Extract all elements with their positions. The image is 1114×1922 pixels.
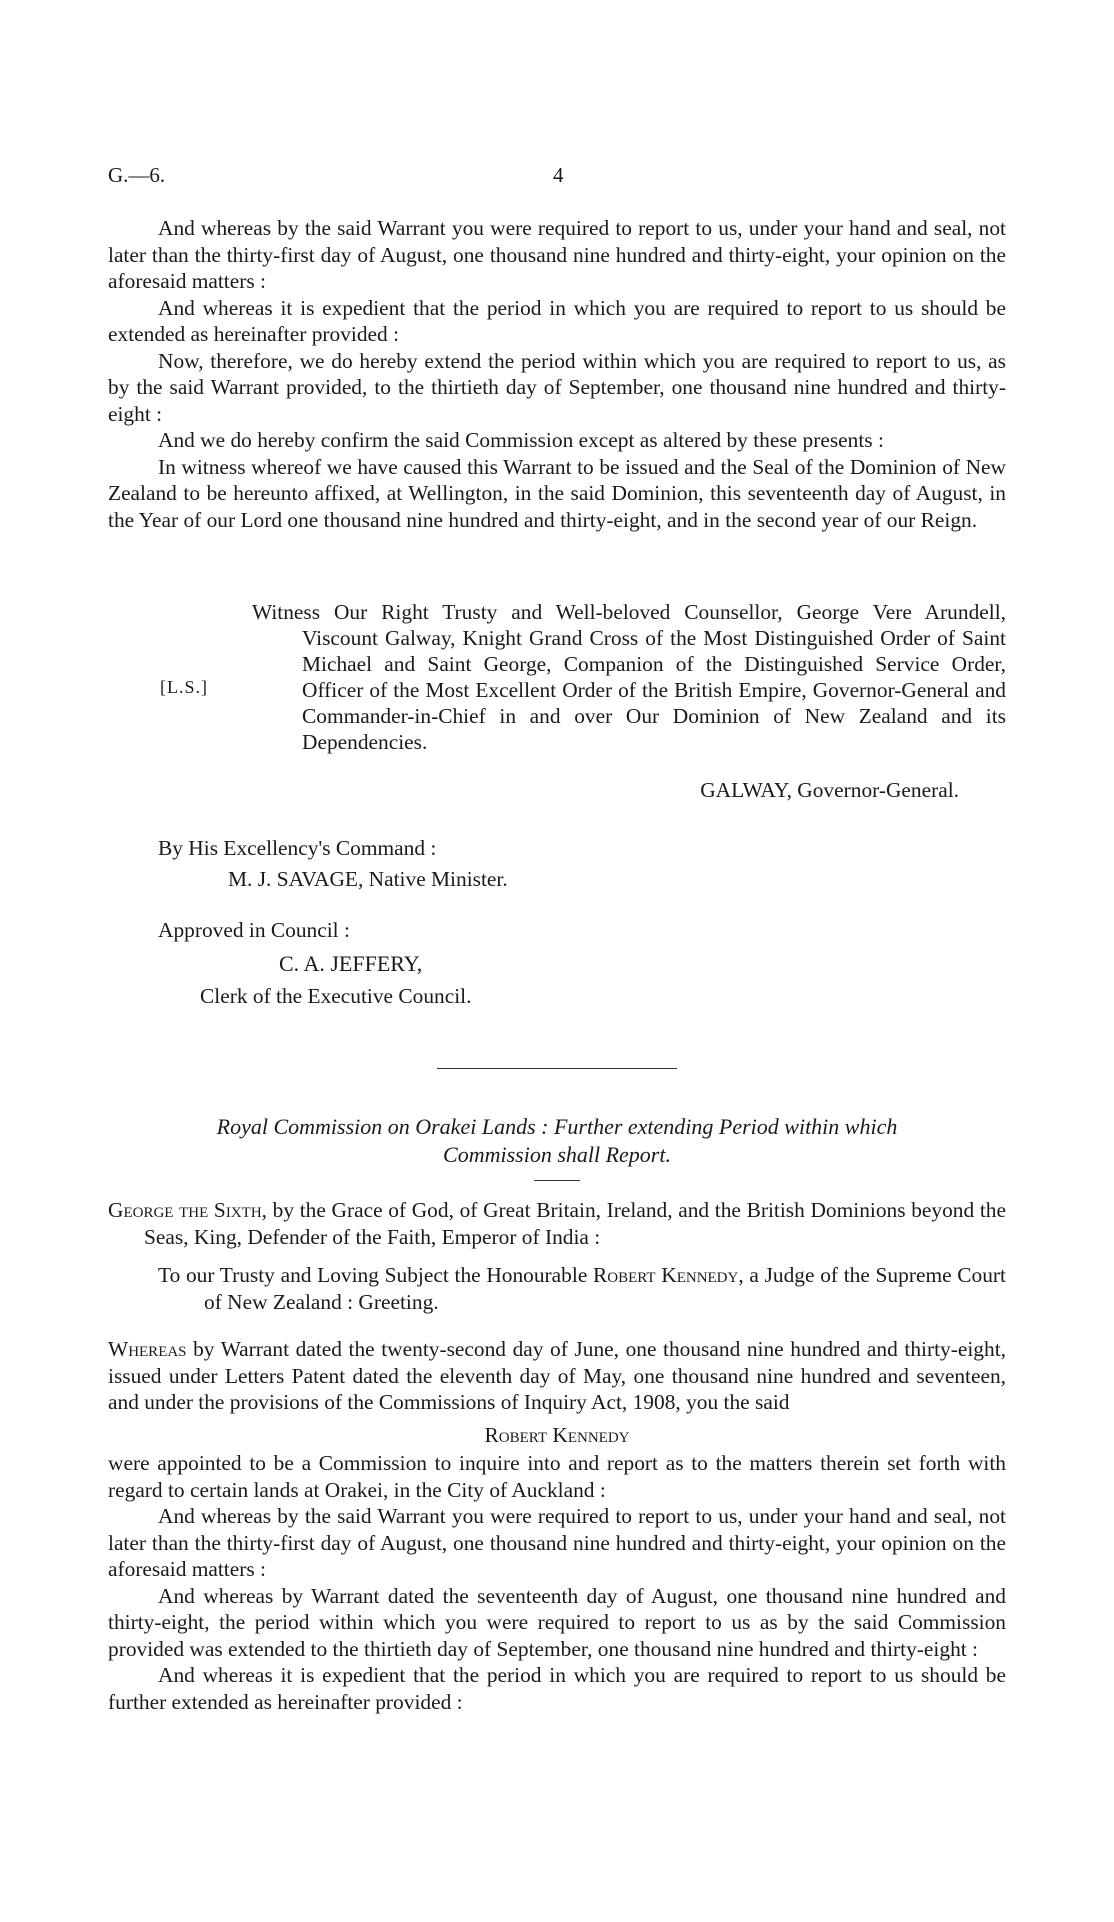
paragraph: And whereas by the said Warrant you were required to report to us, under your hand and seal, not later than the thirty-first day of August, one thousand nine hundred and thirty-eight, your opinion on the aforesaid matters : <box>108 1504 1006 1581</box>
commission-body <box>108 1336 1006 1715</box>
clerk-title: Clerk of the Executive Council. <box>200 984 472 1008</box>
paragraph: And we do hereby confirm the said Commission except as altered by these presents : <box>158 428 884 452</box>
sovereign-style <box>108 1197 1006 1250</box>
address-text: , a Judge of the Supreme Court of New Zealand : Greeting. <box>204 1263 1006 1314</box>
page-number: 4 <box>553 163 564 187</box>
paragraph: were appointed to be a Commission to inquire into and report as to the matters therein set forth with regard to certain lands at Orakei, in the City of Auckland : <box>108 1451 1006 1502</box>
title-divider <box>534 1180 580 1181</box>
sovereign-paragraph <box>108 1197 1006 1250</box>
witness-text: Witness Our Right Trusty and Well-beloved Counsellor, George Vere Arundell, Viscount Galway, Knight Grand Cross of the Most Distinguished Order of Saint Michael and Saint George, Companion of the Distinguished Service Order, Officer of the Most Excellent Order of the British Empire, Governor-General and Commander-in-Chief in and over Our Dominion of New Zealand and its Dependencies. <box>252 600 1006 754</box>
minister-signature: M. J. SAVAGE, Native Minister. <box>228 867 508 891</box>
title-line: Royal Commission on Orakei Lands : Further extending Period within which <box>216 1114 898 1139</box>
paragraph: In witness whereof we have caused this Warrant to be issued and the Seal of the Dominion of New Zealand to be hereunto affixed, at Wellington, in the said Dominion, this seventeenth day of August, in the Year of our Lord one thousand nine hundred and thirty-eight, and in the second year of our Reign. <box>108 454 1006 532</box>
whereas-text: by Warrant dated the twenty-second day of June, one thousand nine hundred and thirty-eight, issued under Letters Patent dated the eleventh day of May, one thousand nine hundred and seventeen, and under the provisions of the Commissions of Inquiry Act, 1908, you the said <box>108 1337 1006 1414</box>
section-divider <box>437 1068 677 1069</box>
sovereign-text: , by the Grace of God, of Great Britain, Ireland, and the British Dominions beyond the Seas, King, Defender of the Faith, Emperor of India : <box>144 1198 1007 1249</box>
paragraph: Now, therefore, we do hereby extend the period within which you are required to report to us, as by the said Warrant provided, to the thirtieth day of September, one thousand nine hundred and thirty-eight : <box>108 348 1006 426</box>
whereas-paragraph <box>108 1336 1006 1416</box>
paragraph: And whereas it is expedient that the period in which you are required to report to us should be further extended as hereinafter provided : <box>108 1663 1006 1714</box>
paragraph: And whereas by Warrant dated the seventeenth day of August, one thousand nine hundred and thirty-eight, the period within which you were required to report to us as by the said Commission provided was extended to the thirtieth day of September, one thousand nine hundred and thirty-eight : <box>108 1583 1006 1661</box>
address-clause <box>158 1262 1006 1315</box>
document-reference: G.—6. <box>108 163 166 187</box>
address-text: To our Trusty and Loving Subject the Honourable <box>158 1263 594 1287</box>
approved-label: Approved in Council : <box>158 918 350 942</box>
commission-title <box>108 1113 1006 1169</box>
witness-clause <box>252 599 1006 755</box>
sovereign-name: George the Sixth <box>108 1198 262 1222</box>
whereas-word: Whereas <box>108 1337 187 1361</box>
appointee-name: Robert Kennedy <box>484 1422 630 1447</box>
clerk-name: C. A. JEFFERY, <box>279 951 423 976</box>
paragraph: And whereas by the said Warrant you were required to report to us, under your hand and seal, not later than the thirty-first day of August, one thousand nine hundred and thirty-eight, your opinion on the aforesaid matters : <box>108 216 1006 293</box>
commissioner-name: Robert Kennedy <box>593 1263 739 1287</box>
seal-mark: [L.S.] <box>160 677 208 697</box>
address-paragraph <box>158 1262 1006 1315</box>
title-line: Commission shall Report. <box>443 1142 671 1167</box>
warrant-body <box>108 215 1006 533</box>
governor-signature: GALWAY, Governor-General. <box>700 778 959 802</box>
command-label: By His Excellency's Command : <box>158 836 437 860</box>
paragraph: And whereas it is expedient that the period in which you are required to report to us should be extended as hereinafter provided : <box>108 295 1006 346</box>
